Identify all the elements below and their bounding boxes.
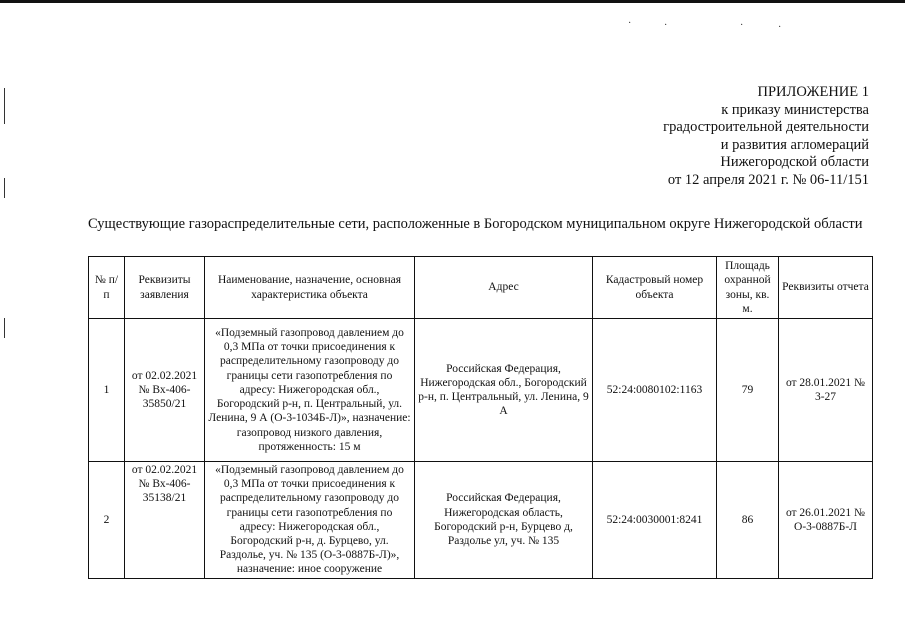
cell-address: Российская Федерация, Нижегородская область, Богородский р-н, Бурцево д, Раздолье ул, уч. № 135 xyxy=(415,462,593,579)
column-header-address: Адрес xyxy=(415,257,593,319)
cell-object-name: «Подземный газопровод давлением до 0,3 МПа от точки присоединения к распределительному газопроводу до границы сети газопотребления по адресу: Нижегородская обл., Богородский р-н, п. Центральный, ул. Ленина, 9 А (О-3-1034Б-Л)», назначение: газопровод низкого давления, протяженность: 15 м xyxy=(205,319,415,462)
table-row xyxy=(89,462,873,579)
column-header-report: Реквизиты отчета xyxy=(779,257,873,319)
scan-dot: · xyxy=(778,22,782,33)
cell-cadastral: 52:24:0080102:1163 xyxy=(593,319,717,462)
cell-address: Российская Федерация, Нижегородская обл., Богородский р-н, п. Центральный, ул. Ленина, 9 А xyxy=(415,319,593,462)
appendix-line: и развития агломераций xyxy=(720,136,869,153)
column-header-name: Наименование, назначение, основная характеристика объекта xyxy=(205,257,415,319)
scan-dot: · xyxy=(628,18,632,29)
scan-dot: · xyxy=(740,20,744,31)
cell-area: 86 xyxy=(717,462,779,579)
scan-edge-mark xyxy=(4,178,5,198)
column-header-application: Реквизиты заявления xyxy=(125,257,205,319)
column-header-cadastral: Кадастровый номер объекта xyxy=(593,257,717,319)
gas-network-table xyxy=(88,256,873,579)
appendix-line: градостроительной деятельности xyxy=(663,119,869,135)
table-header-row xyxy=(89,257,873,319)
scan-edge-mark xyxy=(4,318,5,338)
appendix-line: к приказу министерства xyxy=(721,101,869,118)
cell-application: от 02.02.2021 № Вх-406-35138/21 xyxy=(125,462,205,579)
column-header-number: № п/п xyxy=(89,257,125,319)
appendix-title: ПРИЛОЖЕНИЕ 1 xyxy=(757,84,869,100)
scan-top-border xyxy=(0,0,905,3)
cell-cadastral: 52:24:0030001:8241 xyxy=(593,462,717,579)
scan-edge-mark xyxy=(4,88,5,124)
appendix-line: Нижегородской области xyxy=(720,154,869,170)
cell-object-name: «Подземный газопровод давлением до 0,3 МПа от точки присоединения к распределительному газопроводу до границы сети газопотребления по адресу: Нижегородская обл., Богородский р-н, д. Бурцево, ул. Раздолье, уч. № 135 (О-3-0887Б-Л)», назначение: иное сооружение xyxy=(205,462,415,579)
cell-report: от 26.01.2021 № О-3-0887Б-Л xyxy=(779,462,873,579)
cell-report: от 28.01.2021 № 3-27 xyxy=(779,319,873,462)
table-row xyxy=(89,319,873,462)
document-title: Существующие газораспределительные сети, расположенные в Богородском муниципальном округе Нижегородской области xyxy=(88,216,863,232)
cell-number: 2 xyxy=(89,462,125,579)
appendix-header xyxy=(663,84,869,189)
cell-application: от 02.02.2021 № Вх-406-35850/21 xyxy=(125,319,205,462)
cell-area: 79 xyxy=(717,319,779,462)
column-header-area: Площадь охранной зоны, кв. м. xyxy=(717,257,779,319)
appendix-order-date: от 12 апреля 2021 г. № 06-11/151 xyxy=(667,171,869,188)
scan-dot: · xyxy=(664,20,668,31)
cell-number: 1 xyxy=(89,319,125,462)
